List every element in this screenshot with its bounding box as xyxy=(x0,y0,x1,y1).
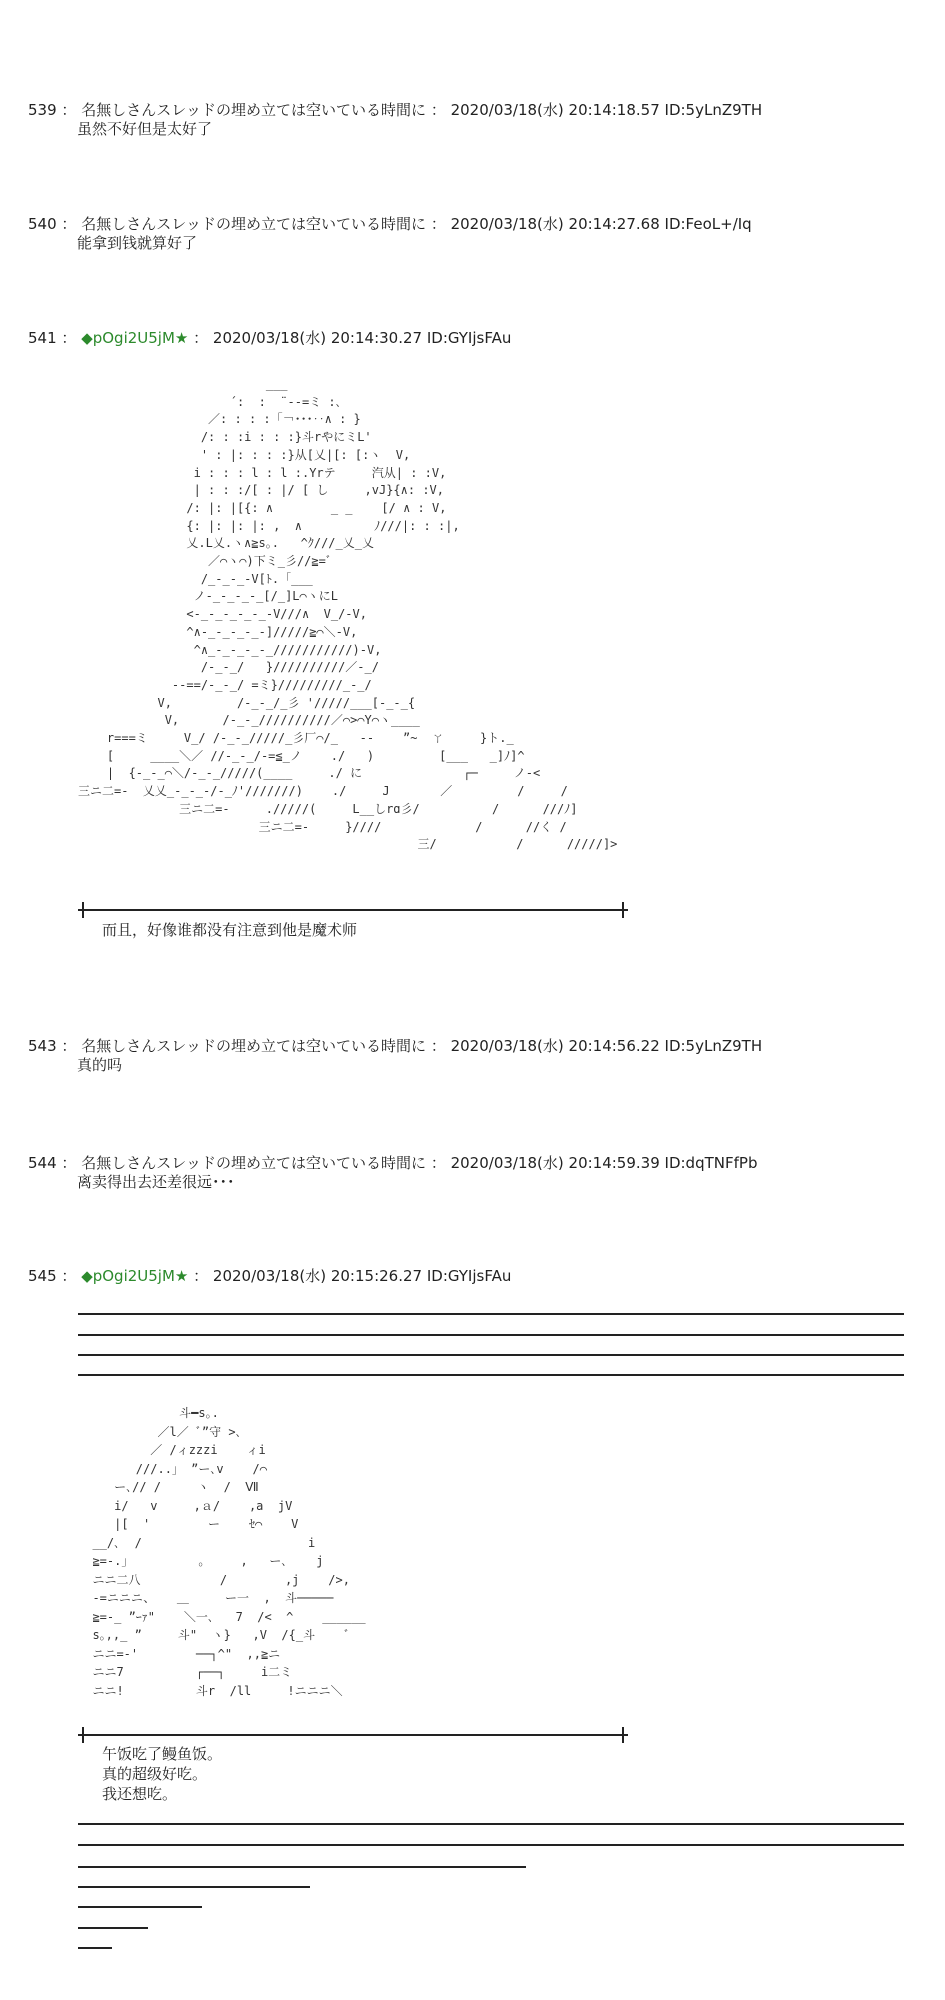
post-header: 544 ： 名無しさんスレッドの埋め立ては空いている時間に ： 2020/03/18(水) 20:14:59.39 ID:dqTNFfPb xyxy=(28,1154,758,1172)
post-header: 543 ： 名無しさんスレッドの埋め立ては空いている時間に ： 2020/03/18(水) 20:14:56.22 ID:5yLnZ9TH xyxy=(28,1037,763,1055)
post-date: 2020/03/18(水) 20:15:26.27 xyxy=(212,1267,423,1285)
post-number: 539 xyxy=(28,101,57,119)
post-number: 543 xyxy=(28,1037,57,1055)
post-body: 午饭吃了鳗鱼饭。 真的超级好吃。 我还想吃。 xyxy=(102,1745,223,1803)
rule-line xyxy=(78,1906,202,1908)
post-header: 545 ： ◆pOgi2U5jM★ ： 2020/03/18(水) 20:15:26.27 ID:GYIjsFAu xyxy=(28,1267,512,1285)
poster-id: ID:FeoL+/Iq xyxy=(664,215,752,233)
poster-id: ID:5yLnZ9TH xyxy=(664,1037,763,1055)
rule-line xyxy=(78,1354,904,1356)
post-body: 离卖得出去还差很远･･･ xyxy=(77,1173,235,1191)
divider-tick xyxy=(622,902,624,918)
post-body: 而且，好像谁都没有注意到他是魔术师 xyxy=(102,921,358,939)
post-number: 545 xyxy=(28,1267,57,1285)
rule-line xyxy=(78,1334,904,1336)
post-body: 能拿到钱就算好了 xyxy=(77,234,198,252)
divider-tick xyxy=(82,1727,84,1743)
post-header: 541 ： ◆pOgi2U5jM★ ： 2020/03/18(水) 20:14:30.27 ID:GYIjsFAu xyxy=(28,329,512,347)
poster-name: 名無しさんスレッドの埋め立ては空いている時間に xyxy=(81,1154,427,1172)
poster-name: 名無しさんスレッドの埋め立ては空いている時間に xyxy=(81,101,427,119)
rule-line xyxy=(78,1866,526,1868)
poster-trip: ◆pOgi2U5jM★ xyxy=(81,329,189,347)
poster-id: ID:dqTNFfPb xyxy=(664,1154,758,1172)
post-number: 541 xyxy=(28,329,57,347)
poster-id: ID:GYIjsFAu xyxy=(426,329,512,347)
rule-line xyxy=(78,1844,904,1846)
rule-line xyxy=(78,1927,148,1929)
rule-line xyxy=(78,1886,310,1888)
post-date: 2020/03/18(水) 20:14:27.68 xyxy=(450,215,660,233)
divider-line xyxy=(78,1734,628,1736)
divider-line xyxy=(78,909,628,911)
ascii-art-character: 斗━s｡. ／l／ ﾞ”守 >､ ／ /ィzzzi ィi ///..」 ”ー､v /⌒ ー､// / ヽ / Ⅶ i/ v ,ａ/ ,a jV |[ ' ー ｾ⌒ V __/､ / i ≧=-.」 ｡ , ー､ j ニニ二八 / ,j />, -=ニニニ、 ＿ ー一 , 斗───── ≧=-_ ”ｰｧ" ＼一､ 7 /< ^ ______ s｡,,_ ” 斗" ヽ} ,V /{_斗 ﾞ ニニ=-' ──┐^" ,,≧ニ ニニ7 ┌──┐ i二ミ ニニ! 斗r /ll !ニニニ＼ xyxy=(92,1406,366,1698)
post-header: 540 ： 名無しさんスレッドの埋め立ては空いている時間に ： 2020/03/18(水) 20:14:27.68 ID:FeoL+/Iq xyxy=(28,215,752,233)
poster-name: 名無しさんスレッドの埋め立ては空いている時間に xyxy=(81,1037,427,1055)
post-body: 虽然不好但是太好了 xyxy=(77,120,213,138)
divider-tick xyxy=(82,902,84,918)
rule-line xyxy=(78,1823,904,1825)
ascii-art-character: ___ ´: : ¨--=ミ :､ ／: : : :「￢･･･‥∧ : } /: : :i : : :}斗rやにミL' ' : |: : : :}从[乂|[: [:ヽ V, i : : : l : l :.Yrテ 汽从| : :V, | : : :/[ : |/ [ し ,vJ}{∧: :V, /: |: |[{: ∧ _ _ [/ ∧ : V, {: |: |: |: , ∧ ﾉ///|: : :|, 乂.L乂.ヽ∧≧s｡. ^ｸ///_乂_乂 ／⌒ヽ⌒)下ミ_彡//≧=ﾞ /_-_-_-V[ﾄ.「___ ノ-_-_-_-_[/_]L⌒ヽにL <-_-_-_-_-_-V///∧ V_/-V, ^∧-_-_-_-_-]/////≧⌒＼-V, ^∧_-_-_-_-_///////////)-V, /-_-_/ }//////////／-_/ --==/-_-_/ =ミ}/////////_-_/ V, /-_-_/_彡 '/////___[-_-_{ V, /-_-_//////////／⌒>⌒Y⌒ヽ____ r===ミ V_/ /-_-_/////_彡厂⌒/_ -‐ ”~ ㄚ }ト._ [ ____＼／ //-_-_/-=≦_ノ ./ ) [___ _]ﾉ]^ | {-_-_⌒＼/-_-_/////(____ ./ に ┌─ ノ-< 三ニ二=- 乂乂_-_-_-/-_ﾉ'///////) ./ J ／ / / 三ニ二=- ./////( L__しrɑ彡/ / ///ﾉ] 三ニ二=- }//// / //く / 三/ / /////]> xyxy=(78,377,618,852)
rule-line xyxy=(78,1947,112,1949)
post-date: 2020/03/18(水) 20:14:59.39 xyxy=(450,1154,660,1172)
post-number: 544 xyxy=(28,1154,57,1172)
post-number: 540 xyxy=(28,215,57,233)
poster-id: ID:GYIjsFAu xyxy=(426,1267,512,1285)
post-header: 539 ： 名無しさんスレッドの埋め立ては空いている時間に ： 2020/03/18(水) 20:14:18.57 ID:5yLnZ9TH xyxy=(28,101,763,119)
post-body: 真的吗 xyxy=(77,1056,123,1074)
poster-trip: ◆pOgi2U5jM★ xyxy=(81,1267,189,1285)
poster-id: ID:5yLnZ9TH xyxy=(664,101,763,119)
rule-line xyxy=(78,1313,904,1315)
divider-tick xyxy=(622,1727,624,1743)
rule-line xyxy=(78,1374,904,1376)
post-date: 2020/03/18(水) 20:14:30.27 xyxy=(212,329,423,347)
poster-name: 名無しさんスレッドの埋め立ては空いている時間に xyxy=(81,215,427,233)
post-date: 2020/03/18(水) 20:14:56.22 xyxy=(450,1037,660,1055)
post-date: 2020/03/18(水) 20:14:18.57 xyxy=(450,101,660,119)
